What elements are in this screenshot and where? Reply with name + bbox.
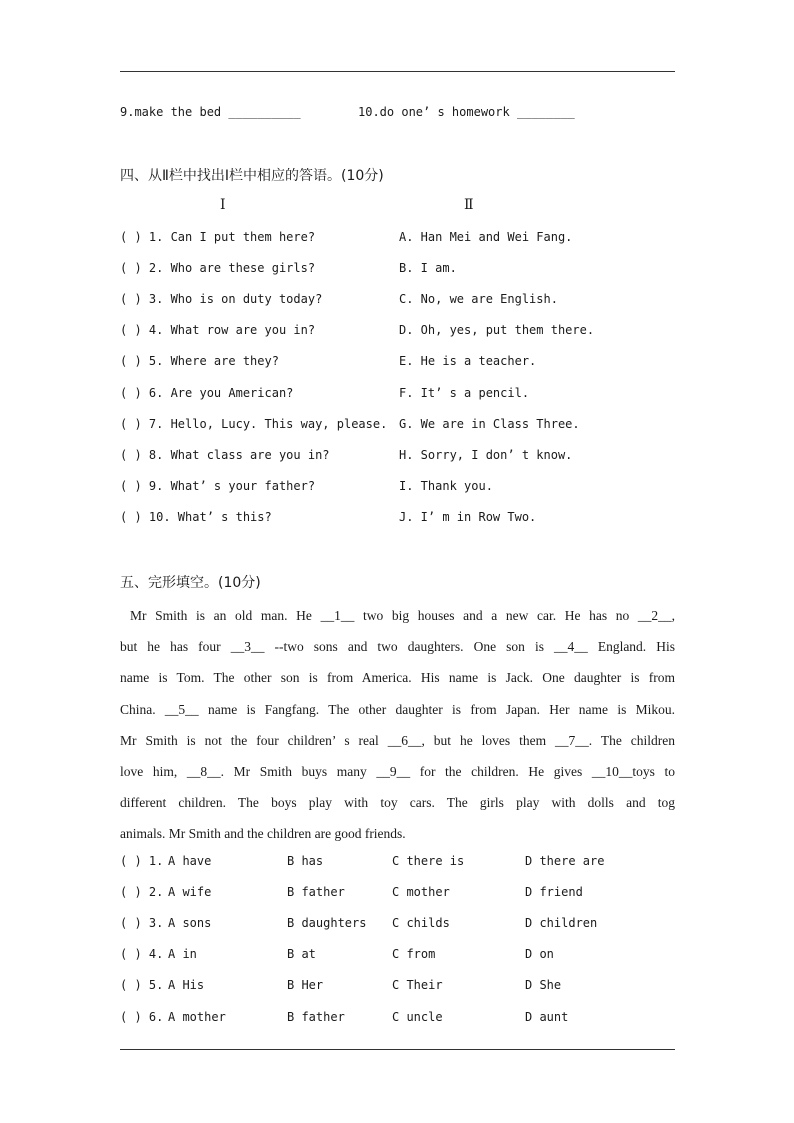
passage-line: China. __5__ name is Fangfang. The other daughter is from Japan. Her name is Mikou. — [120, 701, 675, 717]
matching-answer: D. Oh, yes, put them there. — [399, 323, 595, 337]
option-number: ( ) 1. — [120, 854, 164, 868]
option-row — [120, 947, 680, 967]
matching-answer: G. We are in Class Three. — [399, 417, 580, 431]
passage-line: Mr Smith is not the four children’ s real __6__, but he loves them __7__. The children — [120, 732, 675, 748]
matching-question: ( ) 1. Can I put them here? — [120, 230, 316, 244]
passage-line: Mr Smith is an old man. He __1__ two big houses and a new car. He has no __2__, — [130, 608, 675, 623]
matching-row — [120, 510, 680, 530]
footer-rule — [120, 1049, 675, 1050]
option-c: C childs — [392, 916, 450, 930]
matching-answer: H. Sorry, I don’ t know. — [399, 448, 573, 462]
matching-row — [120, 261, 680, 281]
matching-answer: A. Han Mei and Wei Fang. — [399, 230, 573, 244]
matching-question: ( ) 9. What’ s your father? — [120, 479, 316, 493]
passage-line: different children. The boys play with toy cars. The girls play with dolls and tog — [120, 795, 675, 811]
matching-row — [120, 230, 680, 250]
matching-question: ( ) 4. What row are you in? — [120, 323, 316, 337]
matching-row — [120, 417, 680, 437]
matching-answer: J. I’ m in Row Two. — [399, 510, 537, 524]
option-d: D aunt — [525, 1010, 569, 1024]
option-d: D friend — [525, 885, 583, 899]
matching-question: ( ) 5. Where are they? — [120, 354, 279, 368]
passage-line: love him, __8__. Mr Smith buys many __9__ for the children. He gives __10__toys to — [120, 764, 675, 780]
option-a: A mother — [168, 1010, 226, 1024]
column-1-label: Ⅰ — [220, 198, 226, 213]
option-b: B father — [287, 1010, 345, 1024]
matching-answer: B. I am. — [399, 261, 457, 275]
matching-question: ( ) 10. What’ s this? — [120, 510, 272, 524]
matching-row — [120, 386, 680, 406]
matching-question: ( ) 7. Hello, Lucy. This way, please. — [120, 417, 388, 431]
matching-answer: I. Thank you. — [399, 479, 493, 493]
option-c: C mother — [392, 885, 450, 899]
section-4-title: 四、从Ⅱ栏中找出Ⅰ栏中相应的答语。(10分) — [120, 168, 384, 184]
option-b: B daughters — [287, 916, 367, 930]
matching-row — [120, 479, 680, 499]
option-d: D She — [525, 978, 562, 992]
vocab-item-9: 9.make the bed __________ — [120, 105, 301, 119]
option-d: D children — [525, 916, 598, 930]
option-b: B Her — [287, 978, 324, 992]
option-row — [120, 885, 680, 905]
matching-row — [120, 448, 680, 468]
option-number: ( ) 4. — [120, 947, 164, 961]
matching-row — [120, 354, 680, 374]
option-number: ( ) 6. — [120, 1010, 164, 1024]
option-a: A in — [168, 947, 197, 961]
option-c: C there is — [392, 854, 465, 868]
option-a: A sons — [168, 916, 212, 930]
option-a: A have — [168, 854, 212, 868]
matching-row — [120, 292, 680, 312]
option-c: C Their — [392, 978, 443, 992]
option-c: C from — [392, 947, 436, 961]
option-d: D there are — [525, 854, 605, 868]
option-d: D on — [525, 947, 554, 961]
option-b: B has — [287, 854, 324, 868]
matching-row — [120, 323, 680, 343]
option-row — [120, 978, 680, 998]
option-a: A His — [168, 978, 205, 992]
matching-question: ( ) 3. Who is on duty today? — [120, 292, 323, 306]
passage-line: but he has four __3__ --two sons and two daughters. One son is __4__ England. His — [120, 639, 675, 655]
matching-answer: E. He is a teacher. — [399, 354, 537, 368]
option-b: B father — [287, 885, 345, 899]
passage-line: animals. Mr Smith and the children are good friends. — [120, 826, 406, 842]
matching-question: ( ) 2. Who are these girls? — [120, 261, 316, 275]
option-number: ( ) 3. — [120, 916, 164, 930]
header-rule — [120, 71, 675, 72]
vocab-item-10: 10.do one’ s homework ________ — [358, 105, 575, 119]
option-row — [120, 854, 680, 874]
matching-answer: C. No, we are English. — [399, 292, 558, 306]
option-row — [120, 1010, 680, 1030]
passage-line: name is Tom. The other son is from America. His name is Jack. One daughter is from — [120, 670, 675, 686]
option-b: B at — [287, 947, 316, 961]
option-number: ( ) 2. — [120, 885, 164, 899]
section-5-title: 五、完形填空。(10分) — [120, 575, 261, 591]
matching-question: ( ) 6. Are you American? — [120, 386, 294, 400]
option-c: C uncle — [392, 1010, 443, 1024]
cloze-passage — [120, 600, 675, 850]
option-row — [120, 916, 680, 936]
option-a: A wife — [168, 885, 212, 899]
matching-question: ( ) 8. What class are you in? — [120, 448, 330, 462]
column-2-label: Ⅱ — [464, 198, 474, 213]
option-number: ( ) 5. — [120, 978, 164, 992]
matching-answer: F. It’ s a pencil. — [399, 386, 530, 400]
